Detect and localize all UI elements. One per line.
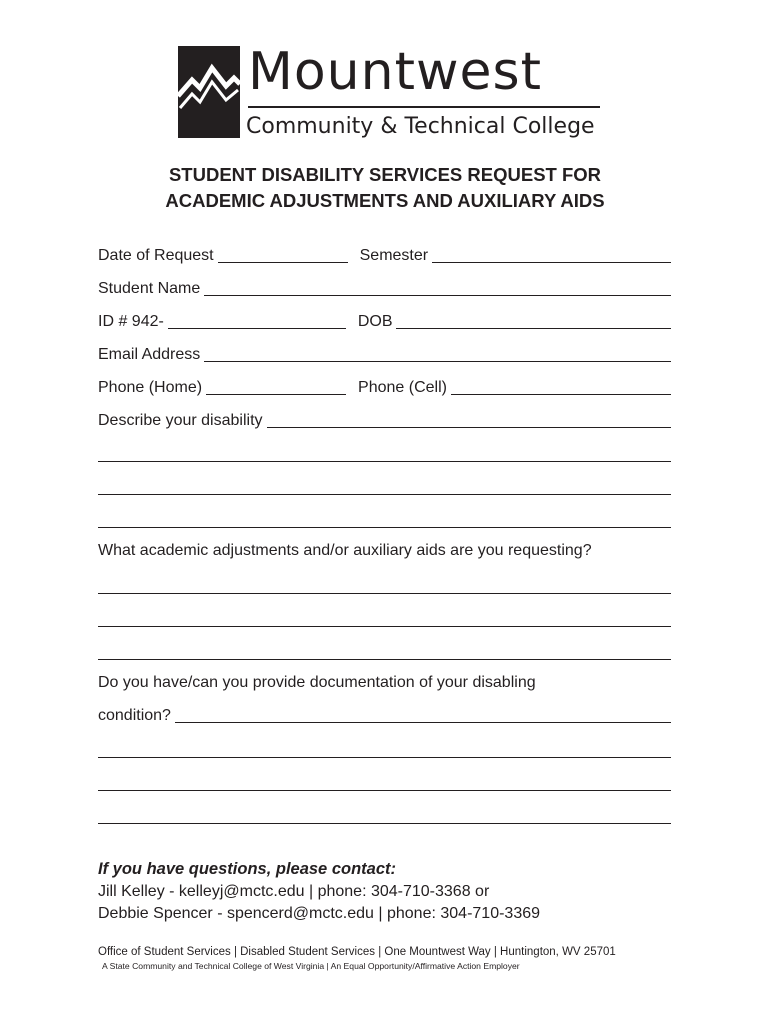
student-name-row bbox=[98, 277, 671, 299]
id-label: ID # 942- bbox=[98, 313, 164, 330]
documentation-condition-row bbox=[98, 704, 671, 726]
documentation-answer-line[interactable] bbox=[98, 790, 671, 791]
office-address: Office of Student Services | Disabled Student Services | One Mountwest Way | Huntington, WV 25701 bbox=[98, 946, 616, 958]
id-field[interactable] bbox=[168, 312, 346, 329]
describe-disability-row bbox=[98, 409, 671, 431]
adjustments-answer-line[interactable] bbox=[98, 626, 671, 627]
student-name-field[interactable] bbox=[204, 279, 671, 296]
phone-home-label: Phone (Home) bbox=[98, 379, 203, 396]
adjustments-question: What academic adjustments and/or auxiliary aids are you requesting? bbox=[98, 542, 592, 559]
mountain-logo-icon bbox=[178, 46, 240, 138]
disability-answer-line[interactable] bbox=[98, 527, 671, 528]
documentation-answer-line[interactable] bbox=[98, 823, 671, 824]
phone-cell-field[interactable] bbox=[451, 378, 671, 395]
date-of-request-field[interactable] bbox=[218, 246, 348, 263]
id-dob-row bbox=[98, 310, 671, 332]
date-of-request-label: Date of Request bbox=[98, 247, 214, 264]
logo-subtitle: Community & Technical College bbox=[246, 114, 595, 139]
contact-person-1: Jill Kelley - kelleyj@mctc.edu | phone: 304-710-3368 or bbox=[98, 883, 490, 900]
condition-label: condition? bbox=[98, 707, 171, 724]
describe-disability-label: Describe your disability bbox=[98, 412, 263, 429]
phone-home-field[interactable] bbox=[206, 378, 346, 395]
semester-label: Semester bbox=[359, 247, 429, 264]
documentation-question: Do you have/can you provide documentation of your disabling bbox=[98, 674, 536, 691]
college-statement: A State Community and Technical College of West Virginia | An Equal Opportunity/Affirmative Action Employer bbox=[102, 961, 520, 971]
email-label: Email Address bbox=[98, 346, 201, 363]
documentation-answer-line[interactable] bbox=[98, 757, 671, 758]
contact-person-2: Debbie Spencer - spencerd@mctc.edu | phone: 304-710-3369 bbox=[98, 905, 541, 922]
logo-divider bbox=[248, 106, 600, 108]
disability-answer-line[interactable] bbox=[98, 461, 671, 462]
dob-field[interactable] bbox=[396, 312, 671, 329]
disability-answer-line[interactable] bbox=[98, 494, 671, 495]
adjustments-answer-line[interactable] bbox=[98, 593, 671, 594]
semester-field[interactable] bbox=[432, 246, 671, 263]
college-logo bbox=[178, 42, 608, 146]
phone-cell-label: Phone (Cell) bbox=[358, 379, 447, 396]
contact-heading: If you have questions, please contact: bbox=[98, 860, 396, 878]
form-title-line-2: ACADEMIC ADJUSTMENTS AND AUXILIARY AIDS bbox=[165, 190, 605, 211]
date-semester-row bbox=[98, 244, 671, 266]
phone-row bbox=[98, 376, 671, 398]
student-name-label: Student Name bbox=[98, 280, 201, 297]
dob-label: DOB bbox=[357, 313, 393, 330]
logo-name: Mountwest bbox=[248, 42, 542, 102]
adjustments-answer-line[interactable] bbox=[98, 659, 671, 660]
condition-field[interactable] bbox=[175, 706, 671, 723]
form-title-line-1: STUDENT DISABILITY SERVICES REQUEST FOR bbox=[168, 164, 602, 185]
email-field[interactable] bbox=[204, 345, 671, 362]
email-row bbox=[98, 343, 671, 365]
describe-disability-field[interactable] bbox=[267, 411, 671, 428]
